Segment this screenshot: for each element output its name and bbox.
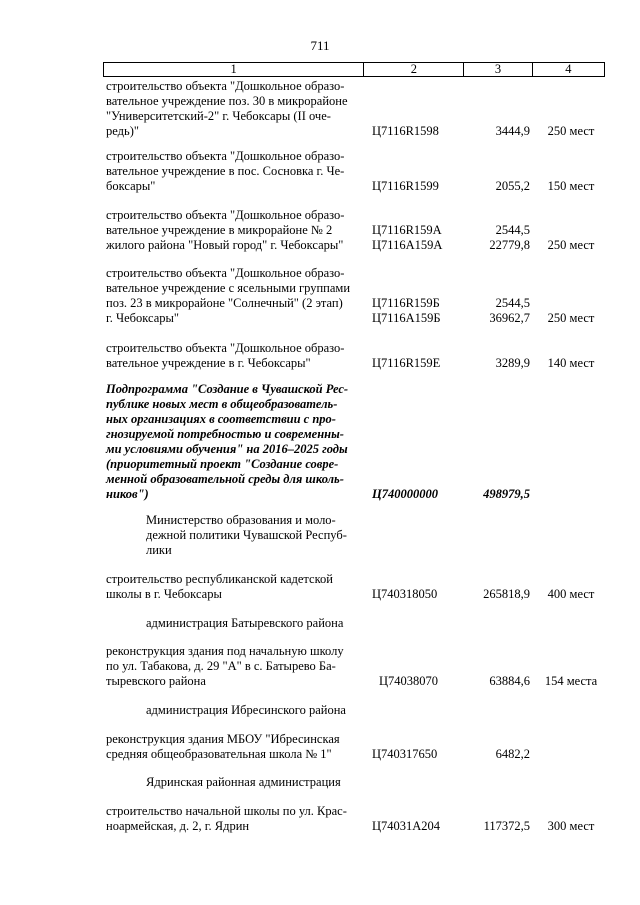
row-capacity: 400 мест bbox=[547, 587, 595, 601]
header-col-1: 1 bbox=[104, 63, 364, 77]
subprogram-title: Подпрограмма "Создание в Чувашской Рес- публике новых мест в общеобразователь- ных организациях в соответствии с про- гнозируемой потребностью и современны- ми условиями обучения" на 2016–2025 годы (приоритетный проект "Создание совре- менной образовательной среды для школь- ников") bbox=[106, 382, 349, 501]
header-col-2: 2 bbox=[364, 63, 464, 77]
row-code: Ц7116R159А Ц7116А159А bbox=[372, 223, 443, 252]
row-code: Ц74031А204 bbox=[372, 819, 441, 833]
row-amount: 117372,5 bbox=[483, 819, 530, 833]
row-code: Ц7116R159Б Ц7116А159Б bbox=[372, 296, 441, 325]
table-row bbox=[106, 79, 606, 139]
table-row bbox=[106, 804, 606, 834]
row-code: Ц7116R1599 bbox=[372, 179, 439, 193]
header-col-3: 3 bbox=[464, 63, 532, 77]
table-row bbox=[106, 341, 606, 371]
header-col-4: 4 bbox=[532, 63, 604, 77]
row-capacity: 250 мест bbox=[547, 238, 595, 252]
row-code: Ц7116R1598 bbox=[372, 124, 439, 138]
row-description: строительство объекта "Дошкольное образо- вательное учреждение в микрорайоне № 2 жилого района "Новый город" г. Чебоксары" bbox=[106, 208, 345, 252]
row-amount: 3289,9 bbox=[495, 356, 530, 370]
row-description: строительство объекта "Дошкольное образо- вательное учреждение с ясельными группами поз. 23 в микрорайоне "Солнечный" (2 этап) г. Чебоксары" bbox=[106, 266, 351, 325]
section-heading: администрация Ибресинского района bbox=[146, 703, 346, 717]
row-code: Ц7116R159Е bbox=[372, 356, 441, 370]
row-amount: 498979,5 bbox=[483, 487, 530, 501]
row-capacity: 300 мест bbox=[547, 819, 595, 833]
row-capacity: 250 мест bbox=[547, 311, 595, 325]
row-code: Ц740318050 bbox=[372, 587, 438, 601]
table-header bbox=[103, 62, 605, 77]
row-description: строительство объекта "Дошкольное образо- вательное учреждение в г. Чебоксары" bbox=[106, 341, 345, 370]
row-description: строительство республиканской кадетской школы в г. Чебоксары bbox=[106, 572, 333, 601]
row-amount: 6482,2 bbox=[495, 747, 530, 761]
row-capacity: 140 мест bbox=[547, 356, 595, 370]
row-capacity: 250 мест bbox=[547, 124, 595, 138]
row-amount: 2055,2 bbox=[495, 179, 530, 193]
row-amount: 3444,9 bbox=[495, 124, 530, 138]
section-heading: Ядринская районная администрация bbox=[146, 775, 341, 789]
row-amount: 2544,5 36962,7 bbox=[489, 296, 530, 325]
table-row bbox=[106, 572, 606, 602]
section-heading-text: Министерство образования и моло- дежной политики Чувашской Респуб- лики bbox=[146, 513, 347, 557]
row-code: Ц740317650 bbox=[372, 747, 438, 761]
row-amount: 2544,5 22779,8 bbox=[489, 223, 530, 252]
table-row bbox=[106, 266, 606, 326]
row-amount: 265818,9 bbox=[483, 587, 530, 601]
row-description: строительство объекта "Дошкольное образо- вательное учреждение поз. 30 в микрорайоне "Университетский-2" г. Чебоксары (II оче- редь)" bbox=[106, 79, 348, 138]
row-capacity: 154 места bbox=[544, 674, 598, 688]
row-description: реконструкция здания под начальную школу по ул. Табакова, д. 29 "А" в с. Батырево Ба- тыревского района bbox=[106, 644, 344, 688]
table-row bbox=[106, 644, 606, 689]
table-row bbox=[106, 732, 606, 762]
row-capacity: 150 мест bbox=[547, 179, 595, 193]
row-description: реконструкция здания МБОУ "Ибресинская средняя общеобразовательная школа № 1" bbox=[106, 732, 340, 761]
table-row bbox=[106, 208, 606, 253]
subprogram-row bbox=[106, 382, 606, 502]
page-number: 711 bbox=[310, 38, 330, 53]
row-code: Ц740000000 bbox=[372, 487, 438, 501]
row-amount: 63884,6 bbox=[489, 674, 530, 688]
row-description: строительство начальной школы по ул. Крас- ноармейская, д. 2, г. Ядрин bbox=[106, 804, 347, 833]
row-code: Ц74038070 bbox=[379, 674, 439, 688]
table-row bbox=[106, 149, 606, 194]
row-description: строительство объекта "Дошкольное образо- вательное учреждение в пос. Сосновка г. Че- боксары" bbox=[106, 149, 345, 193]
section-heading bbox=[106, 513, 606, 558]
section-heading: администрация Батыревского района bbox=[146, 616, 344, 630]
